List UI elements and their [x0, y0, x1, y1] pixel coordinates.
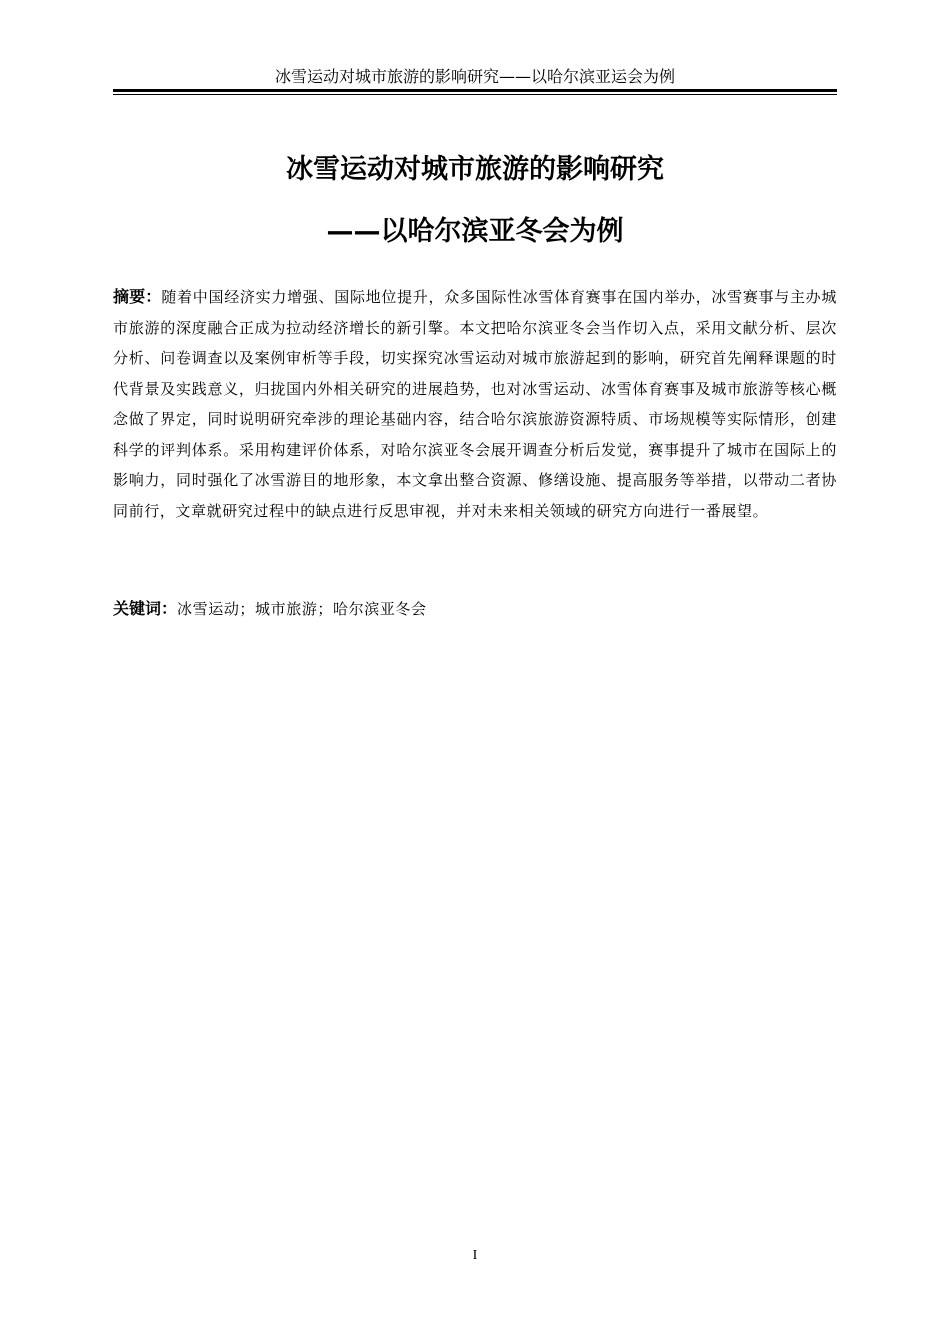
keywords-label: 关键词：: [113, 599, 178, 618]
abstract-label: 摘要：: [113, 287, 162, 306]
header-rule-thick: [113, 89, 837, 92]
page-number: I: [472, 1248, 478, 1263]
header-rule-thin: [113, 94, 837, 95]
keywords-line: [113, 594, 837, 624]
keywords-text: 冰雪运动；城市旅游；哈尔滨亚冬会: [177, 600, 427, 618]
page-title: 冰雪运动对城市旅游的影响研究: [286, 154, 664, 185]
running-header: 冰雪运动对城市旅游的影响研究——以哈尔滨亚运会为例: [274, 67, 675, 86]
abstract-text: 随着中国经济实力增强、国际地位提升，众多国际性冰雪体育赛事在国内举办，冰雪赛事与主办城市旅游的深度融合正成为拉动经济增长的新引擎。本文把哈尔滨亚冬会当作切入点，采用文献分析、层次分析、问卷调查以及案例审析等手段，切实探究冰雪运动对城市旅游起到的影响，研究首先阐释课题的时代背景及实践意义，归拢国内外相关研究的进展趋势，也对冰雪运动、冰雪体育赛事及城市旅游等核心概念做了界定，同时说明研究牵涉的理论基础内容，结合哈尔滨旅游资源特质、市场规模等实际情形，创建科学的评判体系。采用构建评价体系，对哈尔滨亚冬会展开调查分析后发觉，赛事提升了城市在国际上的影响力，同时强化了冰雪游目的地形象，本文拿出整合资源、修缮设施、提高服务等举措，以带动二者协同前行，文章就研究过程中的缺点进行反思审视，并对未来相关领域的研究方向进行一番展望。: [113, 288, 837, 520]
page-subtitle: ——以哈尔滨亚冬会为例: [326, 216, 624, 247]
abstract-paragraph: [113, 282, 837, 526]
